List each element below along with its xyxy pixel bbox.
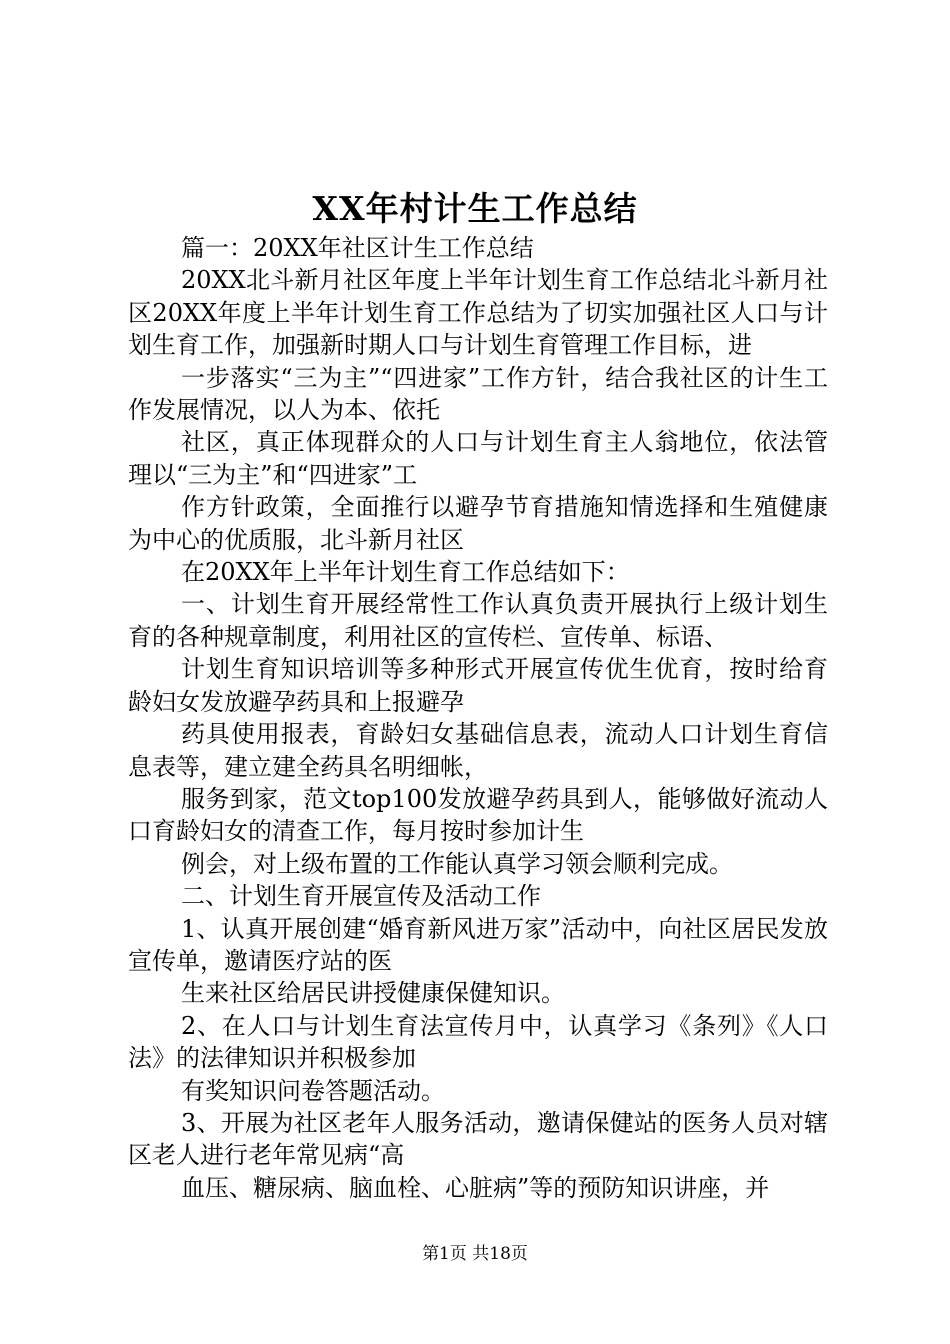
paragraph: 一步落实“三为主”“四进家”工作方针，结合我社区的计生工作发展情况，以人为本、依托 [128,363,828,425]
paragraph: 在20XX年上半年计划生育工作总结如下： [181,558,630,587]
paragraph: 血压、糖尿病、脑血栓、心脏病”等的预防知识讲座，并 [181,1173,770,1202]
paragraph: 社区，真正体现群众的人口与计划生育主人翁地位，依法管理以“三为主”和“四进家”工 [128,428,828,489]
paragraph: 有奖知识问卷答题活动。 [181,1076,445,1105]
paragraph: 作方针政策，全面推行以避孕节育措施知情选择和生殖健康为中心的优质服，北斗新月社区 [128,493,828,554]
paragraph: 药具使用报表，育龄妇女基础信息表，流动人口计划生育信息表等，建立建全药具名明细帐， [128,720,828,781]
paragraph: 3、开展为社区老年人服务活动，邀请保健站的医务人员对辖区老人进行老年常见病“高 [128,1108,828,1170]
paragraph: 二、计划生育开展宣传及活动工作 [181,882,541,911]
paragraph: 篇一：20XX年社区计生工作总结 [181,234,534,262]
page-number-footer: 第1页 共18页 [422,1244,528,1264]
paragraph: 20XX北斗新月社区年度上半年计划生育工作总结北斗新月社区20XX年度上半年计划生育工作总结为了切实加强社区人口与计划生育工作，加强新时期人口与计划生育管理工作目标，进 [128,266,828,360]
paragraph: 服务到家，范文top100发放避孕药具到人，能够做好流动人口育龄妇女的清查工作，每月按时参加计生 [128,784,828,846]
document-title: XX年村计生工作总结 [312,189,638,228]
document-body [128,232,828,1204]
paragraph: 计划生育知识培训等多种形式开展宣传优生优育，按时给育龄妇女发放避孕药具和上报避孕 [128,655,828,716]
paragraph: 一、计划生育开展经常性工作认真负责开展执行上级计划生育的各种规章制度，利用社区的宣传栏、宣传单、标语、 [128,590,828,651]
paragraph: 1、认真开展创建“婚育新风进万家”活动中，向社区居民发放宣传单，邀请医疗站的医 [128,914,828,975]
paragraph: 生来社区给居民讲授健康保健知识。 [181,979,565,1008]
paragraph: 2、在人口与计划生育法宣传月中，认真学习《条列》《人口法》的法律知识并积极参加 [128,1011,828,1073]
paragraph: 例会，对上级布置的工作能认真学习领会顺利完成。 [181,849,733,878]
